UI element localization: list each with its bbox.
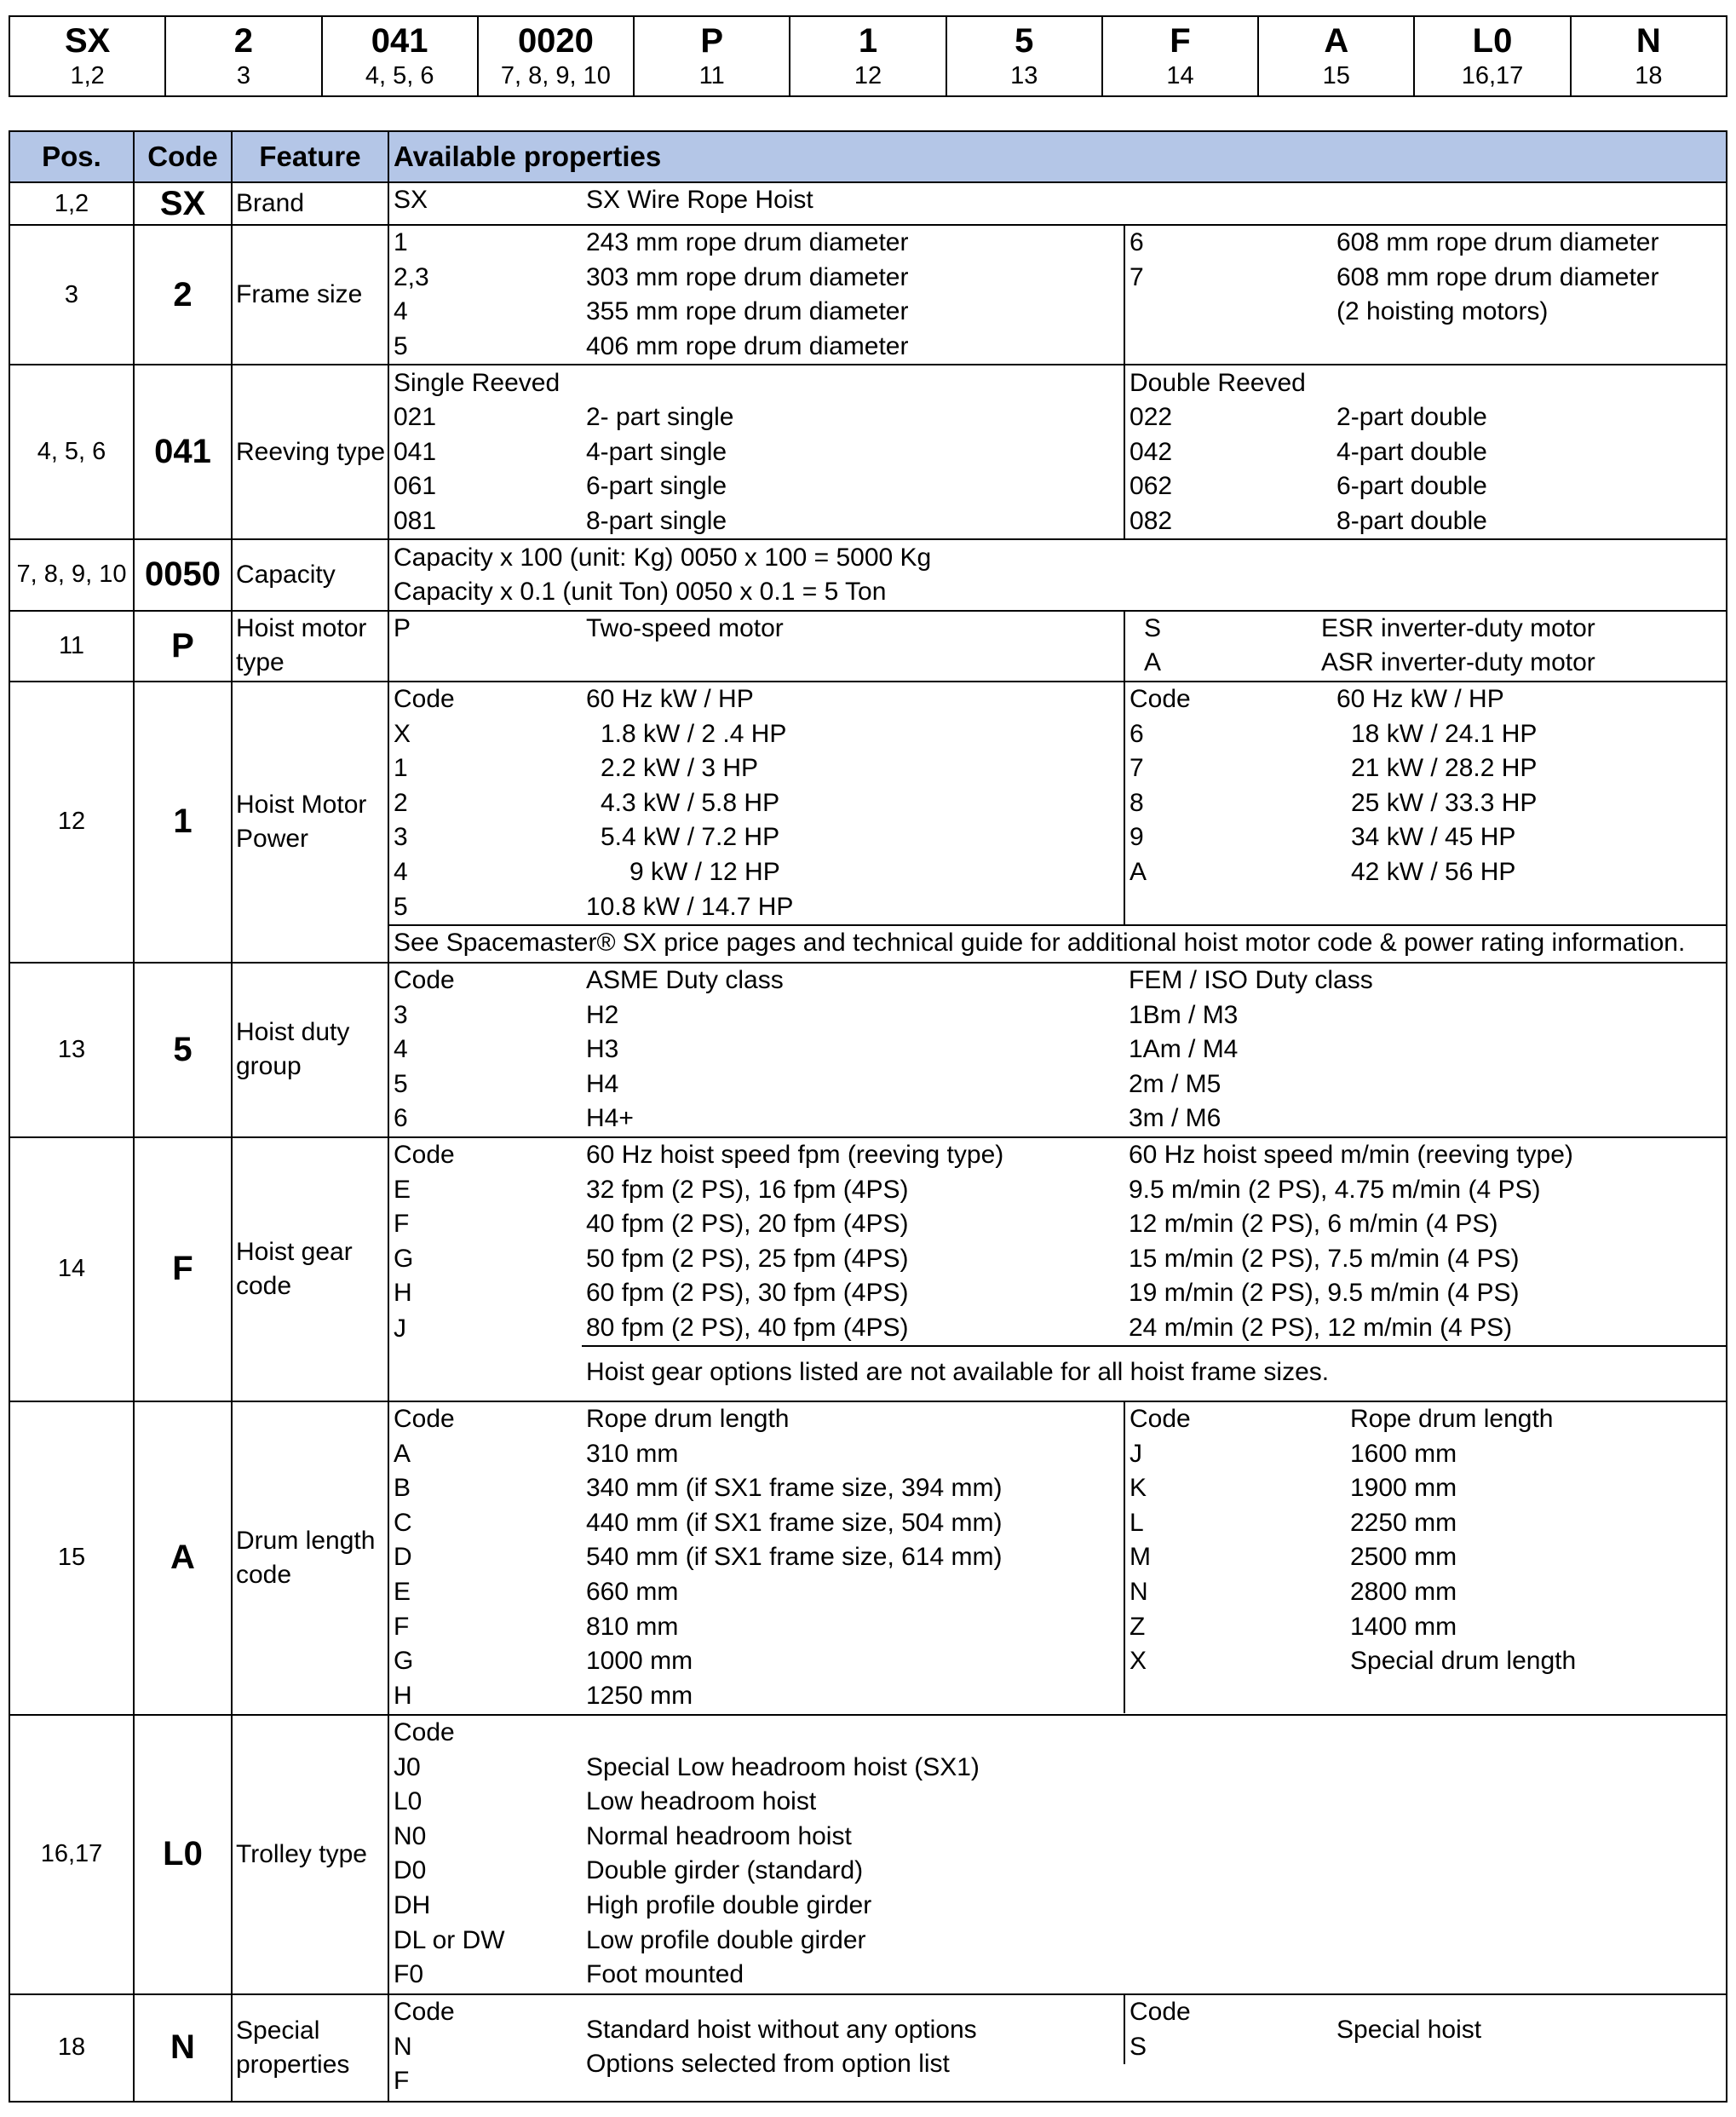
prop-desc: 40 fpm (2 PS), 20 fpm (4PS) bbox=[586, 1210, 909, 1239]
prop-code: SX bbox=[394, 186, 428, 215]
prop-desc: Double girder (standard) bbox=[586, 1856, 864, 1885]
prop-desc: 9 kW / 12 HP bbox=[582, 855, 1124, 890]
prop-desc: 6-part single bbox=[582, 469, 1124, 504]
prop-desc: 340 mm (if SX1 frame size, 394 mm) bbox=[582, 1471, 1124, 1506]
row-properties bbox=[388, 1137, 1727, 1401]
prop-code: N bbox=[394, 2032, 412, 2061]
row-pos: 11 bbox=[9, 611, 134, 682]
prop-code: E bbox=[394, 1578, 411, 1607]
prop-desc: Special drum length bbox=[1350, 1647, 1577, 1676]
prop-desc: 2- part single bbox=[582, 400, 1124, 435]
row-pos: 3 bbox=[9, 225, 134, 365]
prop-desc: SX Wire Rope Hoist bbox=[586, 186, 813, 215]
prop-desc: 19 m/min (2 PS), 9.5 m/min (4 PS) bbox=[1129, 1279, 1520, 1308]
row-pos: 18 bbox=[9, 1994, 134, 2102]
row-reeving-type bbox=[9, 365, 1727, 539]
prop-code: L0 bbox=[394, 1787, 423, 1816]
prop-desc: 2500 mm bbox=[1350, 1543, 1457, 1572]
prop-code: S bbox=[1130, 2032, 1147, 2061]
row-feature: Brand bbox=[232, 182, 388, 225]
prop-code: D bbox=[394, 1543, 412, 1572]
prop-desc: H4 bbox=[586, 1069, 619, 1098]
row-properties bbox=[388, 611, 1727, 682]
prop-code: B bbox=[394, 1474, 411, 1503]
prop-desc: Standard hoist without any options bbox=[586, 2015, 977, 2044]
prop-code: N bbox=[1130, 1578, 1148, 1607]
column-heading: 60 Hz hoist speed fpm (reeving type) bbox=[586, 1141, 1004, 1170]
prop-code: D0 bbox=[394, 1856, 427, 1885]
prop-desc: 8-part single bbox=[582, 504, 1124, 539]
row-feature: Drum length code bbox=[232, 1401, 388, 1715]
prop-desc: ESR inverter-duty motor bbox=[1321, 613, 1595, 642]
prop-code: 2,3 bbox=[394, 262, 429, 291]
prop-code: DL or DW bbox=[394, 1925, 505, 1954]
prop-desc: Two-speed motor bbox=[582, 612, 1124, 647]
prop-desc: Special hoist bbox=[1336, 2015, 1482, 2044]
row-pos: 7, 8, 9, 10 bbox=[9, 539, 134, 610]
prop-code: 042 bbox=[1130, 437, 1173, 466]
prop-desc: 540 mm (if SX1 frame size, 614 mm) bbox=[582, 1540, 1124, 1575]
prop-code: F bbox=[394, 1210, 410, 1239]
column-heading: Code bbox=[1130, 685, 1191, 714]
prop-code: 4 bbox=[394, 858, 408, 887]
prop-desc: High profile double girder bbox=[586, 1891, 872, 1920]
prop-code: 4 bbox=[394, 1035, 408, 1064]
prop-desc: 440 mm (if SX1 frame size, 504 mm) bbox=[582, 1506, 1124, 1541]
row-hoist-gear-code bbox=[9, 1137, 1727, 1401]
row-drum-length-code bbox=[9, 1401, 1727, 1715]
prop-code: A bbox=[1130, 858, 1147, 887]
row-properties bbox=[388, 365, 1727, 539]
prop-code: K bbox=[1130, 1474, 1147, 1503]
prop-desc: 310 mm bbox=[582, 1436, 1124, 1471]
prop-desc: 1900 mm bbox=[1350, 1474, 1457, 1503]
prop-desc: 608 mm rope drum diameter bbox=[1336, 228, 1659, 257]
prop-code: DH bbox=[394, 1891, 431, 1920]
prop-desc: 2.2 kW / 3 HP bbox=[582, 751, 1124, 786]
prop-code: X bbox=[1130, 1647, 1147, 1676]
row-frame-size bbox=[9, 225, 1727, 365]
prop-desc: H3 bbox=[586, 1035, 619, 1064]
prop-desc: 42 kW / 56 HP bbox=[1351, 858, 1516, 887]
prop-desc: 21 kW / 28.2 HP bbox=[1351, 754, 1538, 783]
prop-code: F0 bbox=[394, 1960, 424, 1989]
code-cell: 0020 7, 8, 9, 10 bbox=[478, 16, 634, 96]
row-brand bbox=[9, 182, 1727, 225]
row-code: A bbox=[134, 1401, 232, 1715]
column-heading: Code bbox=[394, 1141, 455, 1170]
motor-power-note: See Spacemaster® SX price pages and technical guide for additional hoist motor code & power rating information. bbox=[389, 925, 1726, 961]
row-feature: Hoist motor type bbox=[232, 611, 388, 682]
row-properties bbox=[388, 1994, 1727, 2102]
prop-code: G bbox=[394, 1647, 414, 1676]
prop-code: 5 bbox=[394, 892, 408, 921]
prop-code: 3 bbox=[394, 1000, 408, 1029]
row-code: 2 bbox=[134, 225, 232, 365]
row-code: 0050 bbox=[134, 539, 232, 610]
model-code-strip bbox=[9, 15, 1727, 97]
row-code: N bbox=[134, 1994, 232, 2102]
prop-desc: ASR inverter-duty motor bbox=[1321, 648, 1595, 677]
prop-desc: 60 fpm (2 PS), 30 fpm (4PS) bbox=[586, 1279, 909, 1308]
prop-code: 082 bbox=[1130, 507, 1173, 536]
prop-desc: 12 m/min (2 PS), 6 m/min (4 PS) bbox=[1129, 1210, 1498, 1239]
column-heading: Rope drum length bbox=[582, 1402, 1124, 1437]
row-feature: Frame size bbox=[232, 225, 388, 365]
prop-code: 041 bbox=[394, 437, 437, 466]
row-feature: Reeving type bbox=[232, 365, 388, 539]
row-feature: Trolley type bbox=[232, 1715, 388, 1994]
code-cell: 2 3 bbox=[165, 16, 321, 96]
row-code: L0 bbox=[134, 1715, 232, 1994]
prop-code: 7 bbox=[1130, 754, 1144, 783]
row-pos: 13 bbox=[9, 963, 134, 1137]
row-hoist-motor-power bbox=[9, 682, 1727, 963]
row-code: 041 bbox=[134, 365, 232, 539]
prop-code: P bbox=[394, 613, 411, 642]
pos-header: Pos. bbox=[9, 131, 134, 182]
row-code: P bbox=[134, 611, 232, 682]
prop-code: E bbox=[394, 1175, 411, 1204]
prop-code: Z bbox=[1130, 1612, 1146, 1641]
prop-desc: Low headroom hoist bbox=[586, 1787, 817, 1816]
prop-code bbox=[1124, 295, 1332, 330]
prop-code: 6 bbox=[1130, 228, 1144, 257]
prop-code: F bbox=[394, 1612, 410, 1641]
prop-code: H bbox=[394, 1279, 412, 1308]
prop-desc: 6-part double bbox=[1336, 472, 1487, 501]
prop-code: M bbox=[1130, 1543, 1151, 1572]
prop-code: 022 bbox=[1130, 403, 1173, 432]
prop-desc: Low profile double girder bbox=[586, 1925, 866, 1954]
group-heading: Single Reeved bbox=[389, 365, 1124, 400]
column-heading: 60 Hz kW / HP bbox=[1336, 685, 1504, 714]
row-pos: 16,17 bbox=[9, 1715, 134, 1994]
prop-desc: 810 mm bbox=[582, 1609, 1124, 1644]
column-heading: Code bbox=[1130, 1998, 1191, 2027]
row-properties bbox=[388, 682, 1727, 963]
column-heading: Code bbox=[394, 966, 455, 995]
prop-desc: 1400 mm bbox=[1350, 1612, 1457, 1641]
row-feature: Hoist duty group bbox=[232, 963, 388, 1137]
prop-code: 5 bbox=[394, 332, 408, 361]
row-hoist-duty-group bbox=[9, 963, 1727, 1137]
prop-code: G bbox=[394, 1244, 414, 1273]
prop-desc: Special Low headroom hoist (SX1) bbox=[586, 1752, 980, 1781]
prop-desc: 24 m/min (2 PS), 12 m/min (4 PS) bbox=[1129, 1314, 1513, 1343]
column-heading: 60 Hz hoist speed m/min (reeving type) bbox=[1129, 1141, 1573, 1170]
column-heading: 60 Hz kW / HP bbox=[582, 682, 1124, 717]
column-heading: Code bbox=[394, 1405, 455, 1434]
column-heading: Code bbox=[394, 1718, 455, 1747]
column-heading: FEM / ISO Duty class bbox=[1129, 966, 1373, 995]
prop-desc: 4-part double bbox=[1336, 437, 1487, 466]
prop-desc: 243 mm rope drum diameter bbox=[582, 226, 1124, 261]
prop-desc: 2800 mm bbox=[1350, 1578, 1457, 1607]
prop-desc: Foot mounted bbox=[586, 1960, 744, 1989]
row-pos: 4, 5, 6 bbox=[9, 365, 134, 539]
column-heading: Rope drum length bbox=[1350, 1405, 1554, 1434]
prop-desc: 8-part double bbox=[1336, 507, 1487, 536]
row-properties bbox=[388, 963, 1727, 1137]
row-properties bbox=[388, 182, 1727, 225]
prop-desc: 406 mm rope drum diameter bbox=[582, 330, 1124, 365]
prop-desc: 9.5 m/min (2 PS), 4.75 m/min (4 PS) bbox=[1129, 1175, 1541, 1204]
prop-desc: 1Bm / M3 bbox=[1129, 1000, 1239, 1029]
prop-desc: H4+ bbox=[586, 1104, 634, 1133]
prop-code: 3 bbox=[394, 823, 408, 852]
row-properties bbox=[388, 1401, 1727, 1715]
prop-code: 062 bbox=[1130, 472, 1173, 501]
code-cell: L0 16,17 bbox=[1414, 16, 1570, 96]
code-header: Code bbox=[134, 131, 232, 182]
row-feature: Special properties bbox=[232, 1994, 388, 2102]
prop-code: 1 bbox=[394, 754, 408, 783]
row-code: F bbox=[134, 1137, 232, 1401]
prop-desc: 10.8 kW / 14.7 HP bbox=[582, 889, 1124, 925]
prop-code: 6 bbox=[1130, 719, 1144, 748]
prop-code: A bbox=[1144, 648, 1162, 677]
row-code: 5 bbox=[134, 963, 232, 1137]
row-trolley-type bbox=[9, 1715, 1727, 1994]
prop-desc: 50 fpm (2 PS), 25 fpm (4PS) bbox=[586, 1244, 909, 1273]
prop-desc: 4.3 kW / 5.8 HP bbox=[582, 786, 1124, 821]
prop-code: 6 bbox=[394, 1104, 408, 1133]
prop-desc: 5.4 kW / 7.2 HP bbox=[582, 820, 1124, 855]
prop-code: 061 bbox=[394, 472, 437, 501]
spec-header-row bbox=[9, 131, 1727, 182]
feature-header: Feature bbox=[232, 131, 388, 182]
row-special-properties bbox=[9, 1994, 1727, 2102]
prop-desc: 1600 mm bbox=[1350, 1439, 1457, 1468]
prop-desc: 1000 mm bbox=[582, 1644, 1124, 1679]
prop-desc: 1Am / M4 bbox=[1129, 1035, 1239, 1064]
properties-header: Available properties bbox=[388, 131, 1727, 182]
code-cell: SX 1,2 bbox=[9, 16, 165, 96]
code-cell: 5 13 bbox=[946, 16, 1102, 96]
group-heading: Double Reeved bbox=[1130, 368, 1306, 397]
prop-desc: 4-part single bbox=[582, 435, 1124, 470]
prop-code: 8 bbox=[1130, 788, 1144, 817]
prop-code: X bbox=[394, 719, 411, 748]
row-pos: 14 bbox=[9, 1137, 134, 1401]
prop-code: J bbox=[1130, 1439, 1142, 1468]
code-cell: 041 4, 5, 6 bbox=[322, 16, 478, 96]
row-feature: Capacity bbox=[232, 539, 388, 610]
prop-desc: 1250 mm bbox=[582, 1679, 1124, 1714]
prop-code: N0 bbox=[394, 1821, 427, 1850]
row-pos: 1,2 bbox=[9, 182, 134, 225]
prop-desc: 18 kW / 24.1 HP bbox=[1351, 719, 1538, 748]
row-pos: 15 bbox=[9, 1401, 134, 1715]
row-code: 1 bbox=[134, 682, 232, 963]
code-cell: 1 12 bbox=[790, 16, 946, 96]
column-heading: Code bbox=[1130, 1405, 1191, 1434]
prop-code: 9 bbox=[1130, 823, 1144, 852]
prop-desc: 2m / M5 bbox=[1129, 1069, 1222, 1098]
prop-code: 2 bbox=[394, 788, 408, 817]
prop-desc: 2250 mm bbox=[1350, 1508, 1457, 1537]
prop-code: 081 bbox=[394, 507, 437, 536]
prop-desc: 2-part double bbox=[1336, 403, 1487, 432]
capacity-line: Capacity x 0.1 (unit Ton) 0050 x 0.1 = 5 Ton bbox=[394, 578, 887, 607]
row-code: SX bbox=[134, 182, 232, 225]
code-cell: F 14 bbox=[1102, 16, 1258, 96]
prop-desc: Normal headroom hoist bbox=[586, 1821, 852, 1850]
prop-code: L bbox=[1130, 1508, 1144, 1537]
code-cell: P 11 bbox=[634, 16, 790, 96]
prop-code: 021 bbox=[394, 403, 437, 432]
prop-code: J0 bbox=[394, 1752, 421, 1781]
prop-desc: 355 mm rope drum diameter bbox=[582, 295, 1124, 330]
prop-desc: 15 m/min (2 PS), 7.5 m/min (4 PS) bbox=[1129, 1244, 1520, 1273]
prop-desc: H2 bbox=[586, 1000, 619, 1029]
prop-desc: 660 mm bbox=[582, 1575, 1124, 1610]
prop-desc: 608 mm rope drum diameter bbox=[1336, 262, 1659, 291]
prop-desc: 303 mm rope drum diameter bbox=[582, 261, 1124, 296]
row-capacity bbox=[9, 539, 1727, 610]
prop-desc: 32 fpm (2 PS), 16 fpm (4PS) bbox=[586, 1175, 909, 1204]
prop-code: A bbox=[394, 1439, 411, 1468]
gear-note: Hoist gear options listed are not available for all hoist frame sizes. bbox=[582, 1346, 1726, 1398]
code-cell: N 18 bbox=[1571, 16, 1727, 96]
row-feature: Hoist gear code bbox=[232, 1137, 388, 1401]
column-heading: Code bbox=[394, 1998, 455, 2027]
row-properties bbox=[388, 1715, 1727, 1994]
row-properties bbox=[388, 225, 1727, 365]
code-cell: A 15 bbox=[1258, 16, 1414, 96]
prop-code: 1 bbox=[394, 228, 408, 257]
row-properties bbox=[388, 539, 1727, 610]
prop-desc: 1.8 kW / 2 .4 HP bbox=[582, 716, 1124, 751]
row-hoist-motor-type bbox=[9, 611, 1727, 682]
prop-desc: 34 kW / 45 HP bbox=[1351, 823, 1516, 852]
prop-desc: Options selected from option list bbox=[586, 2050, 950, 2079]
prop-code: 4 bbox=[394, 297, 408, 326]
prop-code: S bbox=[1144, 613, 1162, 642]
column-heading: ASME Duty class bbox=[586, 966, 784, 995]
prop-code: 7 bbox=[1130, 262, 1144, 291]
prop-code: H bbox=[394, 1681, 412, 1710]
prop-desc: 80 fpm (2 PS), 40 fpm (4PS) bbox=[586, 1314, 909, 1343]
prop-code: J bbox=[394, 1314, 406, 1343]
prop-code: 5 bbox=[394, 1069, 408, 1098]
row-pos: 12 bbox=[9, 682, 134, 963]
prop-code: C bbox=[394, 1508, 412, 1537]
prop-desc: 25 kW / 33.3 HP bbox=[1351, 788, 1538, 817]
prop-desc: 3m / M6 bbox=[1129, 1104, 1222, 1133]
row-feature: Hoist Motor Power bbox=[232, 682, 388, 963]
prop-desc: (2 hoisting motors) bbox=[1336, 297, 1549, 326]
spec-table bbox=[9, 130, 1727, 2103]
column-heading: Code bbox=[394, 685, 455, 714]
capacity-line: Capacity x 100 (unit: Kg) 0050 x 100 = 5000 Kg bbox=[394, 543, 932, 572]
prop-code: F bbox=[394, 2067, 410, 2096]
